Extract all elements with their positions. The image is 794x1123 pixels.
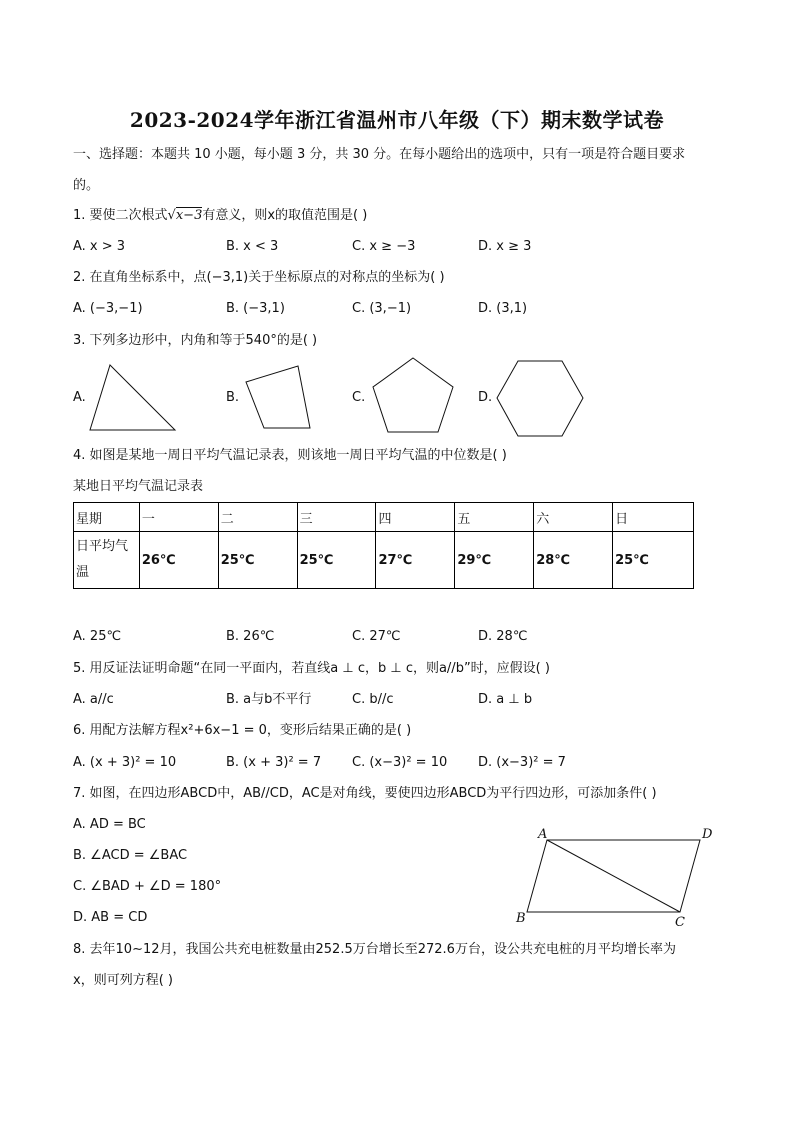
question-2: 2. 在直角坐标系中，点(−3,1)关于坐标原点的对称点的坐标为( ) — [73, 270, 445, 285]
sqrt-radical-icon: √ — [167, 208, 176, 223]
q6-option-a: A. (x + 3)² = 10 — [73, 755, 177, 770]
q6-option-d: D. (x−3)² = 7 — [478, 755, 566, 770]
question-6: 6. 用配方法解方程x²+6x−1 = 0，变形后结果正确的是( ) — [73, 723, 412, 738]
value-cell: 28℃ — [534, 532, 613, 589]
header-cell: 日 — [613, 503, 694, 532]
q2-option-b: B. (−3,1) — [226, 301, 285, 316]
header-cell: 二 — [218, 503, 297, 532]
q5-option-b: B. a与b不平行 — [226, 692, 312, 707]
q6-option-c: C. (x−3)² = 10 — [352, 755, 448, 770]
q7-option-b: B. ∠ACD = ∠BAC — [73, 848, 188, 863]
q5-option-c: C. b//c — [352, 692, 394, 707]
section-heading-cont: 的。 — [73, 178, 100, 193]
table-caption: 某地日平均气温记录表 — [73, 479, 204, 494]
q7-option-c: C. ∠BAD + ∠D = 180° — [73, 879, 222, 894]
q3-option-a: A. — [73, 390, 86, 405]
q1-option-b: B. x < 3 — [226, 239, 279, 254]
question-8-cont: x，则可列方程( ) — [73, 973, 173, 988]
question-4: 4. 如图是某地一周日平均气温记录表，则该地一周日平均气温的中位数是( ) — [73, 448, 507, 463]
value-cell: 27℃ — [376, 532, 455, 589]
question-8: 8. 去年10∼12月，我国公共充电桩数量由252.5万台增长至272.6万台，设公共充电桩的月平均增长率为 — [73, 942, 676, 957]
q4-option-c: C. 27℃ — [352, 629, 401, 644]
q4-option-b: B. 26℃ — [226, 629, 275, 644]
value-cell: 26℃ — [139, 532, 218, 589]
q2-option-d: D. (3,1) — [478, 301, 528, 316]
q1-pre: 1. 要使二次根式 — [73, 208, 168, 223]
q1-post: 有意义，则x的取值范围是( ) — [202, 208, 368, 223]
q2-option-a: A. (−3,−1) — [73, 301, 143, 316]
value-cell: 25℃ — [297, 532, 376, 589]
q4-option-d: D. 28℃ — [478, 629, 528, 644]
q1-radicand: x−3 — [175, 208, 203, 223]
diagonal-ac — [547, 840, 680, 912]
vertex-label-c: C — [675, 915, 685, 930]
q3-option-c: C. — [352, 390, 366, 405]
q1-option-d: D. x ≥ 3 — [478, 239, 532, 254]
row-label-cell: 日平均气温 — [74, 532, 140, 589]
section-heading: 一、选择题：本题共 10 小题，每小题 3 分，共 30 分。在每小题给出的选项中，只有一项是符合题目要求 — [73, 147, 686, 162]
value-cell: 25℃ — [613, 532, 694, 589]
header-cell: 三 — [297, 503, 376, 532]
q5-option-d: D. a ⊥ b — [478, 692, 533, 707]
vertex-label-a: A — [538, 827, 548, 842]
vertex-label-b: B — [516, 911, 526, 926]
q1-option-a: A. x > 3 — [73, 239, 126, 254]
header-cell: 一 — [139, 503, 218, 532]
header-cell: 六 — [534, 503, 613, 532]
value-cell: 29℃ — [455, 532, 534, 589]
header-cell: 四 — [376, 503, 455, 532]
q3-option-b: B. — [226, 390, 240, 405]
question-5: 5. 用反证法证明命题“在同一平面内，若直线a ⊥ c，b ⊥ c，则a//b”时，应假设( ) — [73, 661, 550, 676]
q5-option-a: A. a//c — [73, 692, 114, 707]
question-3: 3. 下列多边形中，内角和等于540°的是( ) — [73, 333, 318, 348]
page-title: 2023-2024学年浙江省温州市八年级（下）期末数学试卷 — [129, 108, 665, 132]
q6-option-b: B. (x + 3)² = 7 — [226, 755, 322, 770]
q7-option-d: D. AB = CD — [73, 910, 148, 925]
value-cell: 25℃ — [218, 532, 297, 589]
q4-option-a: A. 25℃ — [73, 629, 122, 644]
q7-option-a: A. AD = BC — [73, 817, 146, 832]
q1-option-c: C. x ≥ −3 — [352, 239, 416, 254]
q2-option-c: C. (3,−1) — [352, 301, 412, 316]
vertex-label-d: D — [702, 827, 713, 842]
header-cell: 星期 — [74, 503, 140, 532]
question-7: 7. 如图，在四边形ABCD中，AB//CD，AC是对角线，要使四边形ABCD为平行四边形，可添加条件( ) — [73, 786, 657, 801]
q3-option-d: D. — [478, 390, 493, 405]
header-cell: 五 — [455, 503, 534, 532]
